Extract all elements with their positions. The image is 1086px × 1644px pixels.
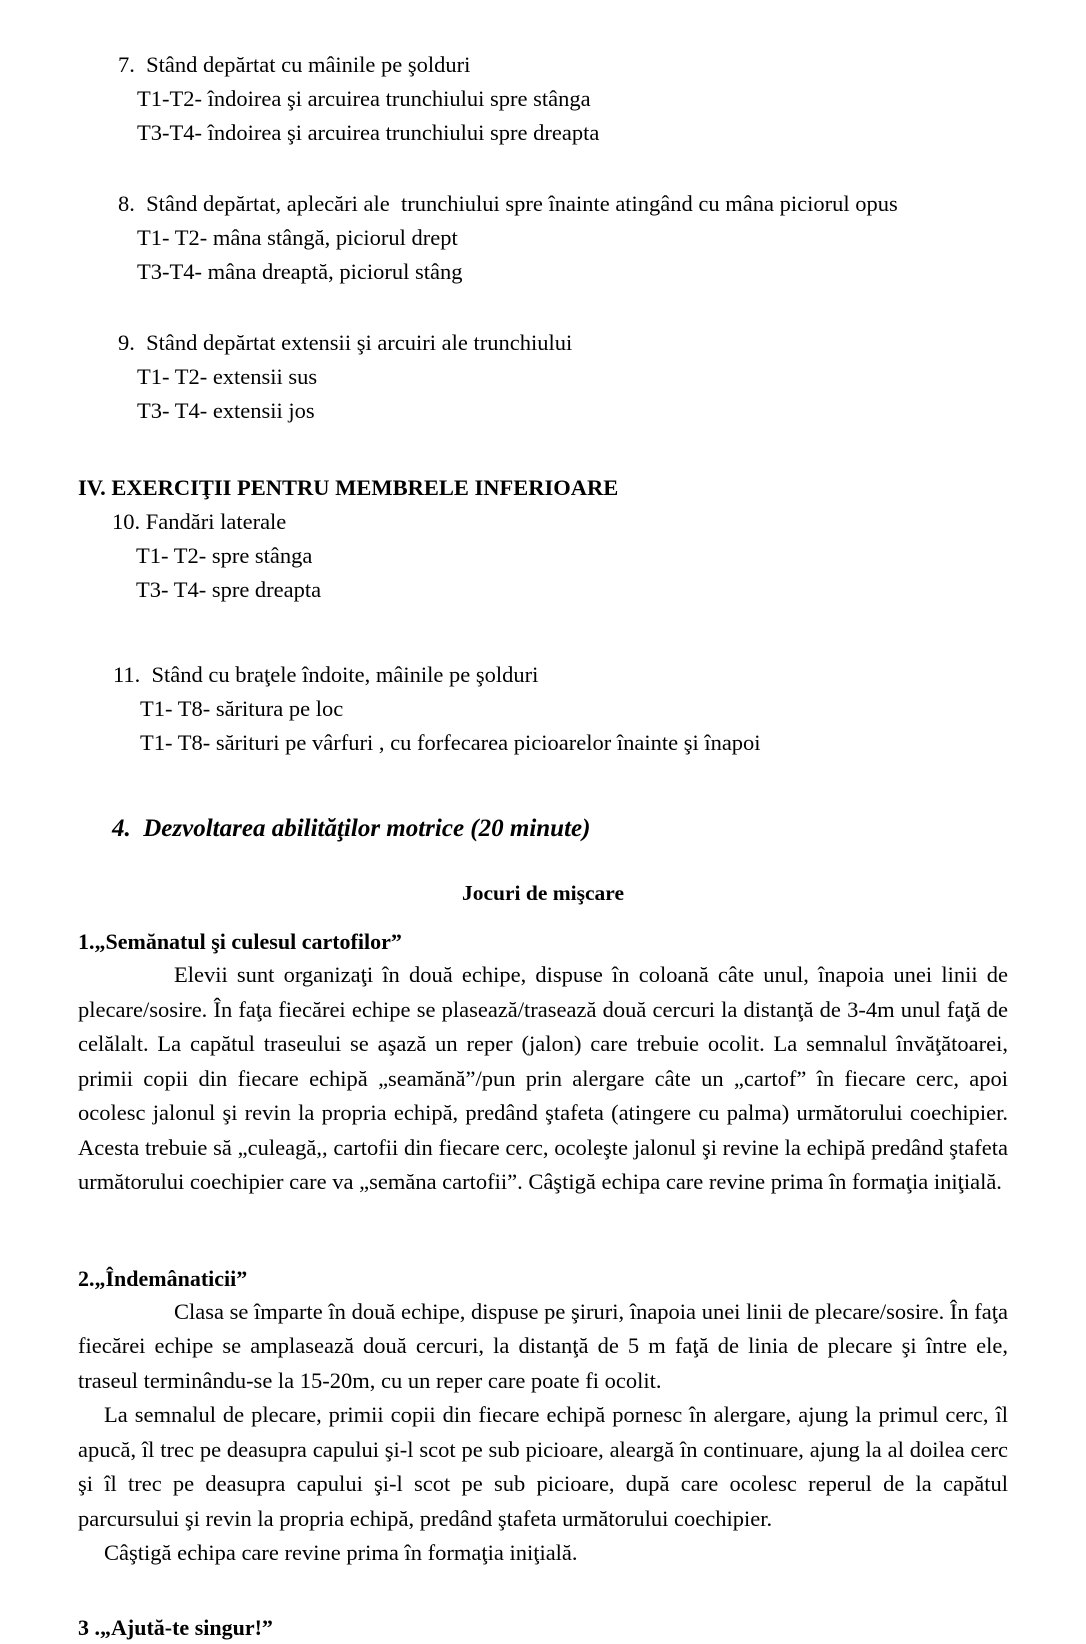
games-subtitle: Jocuri de mişcare: [461, 881, 624, 905]
exercise-10-title: 10. Fandări laterale: [112, 509, 287, 534]
exercise-10-sub-1: T1- T2- spre stânga: [136, 543, 313, 568]
game-2-paragraph-1: Clasa se împarte în două echipe, dispuse pe şiruri, înapoia unei linii de plecare/sosire. În faţa fiecărei echipe se amplasează două cercuri, la distanţă de 5 m faţă de linia de plecare şi între ele, traseul terminându-se la 15-20m, cu un reper care poate fi ocolit.: [78, 1298, 1008, 1393]
exercise-11-title: 11. Stând cu braţele îndoite, mâinile pe şolduri: [113, 662, 539, 687]
top-spacer: [0, 0, 1086, 48]
exercise-7-sub-1: T1-T2- îndoirea şi arcuirea trunchiului spre stânga: [137, 86, 591, 111]
exercise-9-sub-2: T3- T4- extensii jos: [137, 398, 315, 423]
game-1-title: 1.„Semănatul şi culesul cartofilor”: [78, 929, 402, 954]
exercise-11-sub-1: T1- T8- săritura pe loc: [140, 696, 344, 721]
exercise-7-sub-2: T3-T4- îndoirea şi arcuirea trunchiului spre dreapta: [137, 120, 600, 145]
exercise-item-11: [0, 658, 1086, 760]
spacer: [0, 449, 1086, 471]
exercise-8-title: 8. Stând depărtat, aplecări ale trunchiului spre înainte atingând cu mâna piciorul opus: [118, 191, 898, 216]
exercise-11-sub-2: T1- T8- sărituri pe vârfuri , cu forfecarea picioarelor înainte şi înapoi: [140, 730, 761, 755]
spacer: [0, 909, 1086, 925]
spacer: [0, 171, 1086, 187]
game-2-paragraph-2: La semnalul de plecare, primii copii din fiecare echipă pornesc în alergare, ajung la primul cerc, îl apucă, îl trec pe deasupra capului şi-l scot pe sub picioare, aleargă în continuare, ajung la al doilea cerc şi îl trec pe deasupra capului şi-l scot pe sub picioare, după care ocolesc reperul de la capătul parcursului şi revin la propria echipă, predând ştafeta următorului coechipier.: [78, 1402, 1008, 1531]
exercise-item-7: [0, 48, 1086, 150]
game-3-title: 3 .„Ajută-te singur!”: [78, 1614, 273, 1640]
exercise-10-sub-2: T3- T4- spre dreapta: [136, 577, 322, 602]
game-2-title: 2.„Îndemânaticii”: [78, 1265, 248, 1291]
exercise-7-title: 7. Stând depărtat cu mâinile pe şolduri: [118, 52, 471, 77]
exercise-item-9: [0, 326, 1086, 428]
game-2-paragraph-3: Câştigă echipa care revine prima în formaţia iniţială.: [104, 1540, 578, 1565]
spacer: [0, 1200, 1086, 1240]
exercise-item-10: [0, 505, 1086, 607]
spacer: [0, 310, 1086, 326]
spacer: [0, 781, 1086, 811]
section-heading-iv: IV. EXERCIŢII PENTRU MEMBRELE INFERIOARE: [78, 475, 619, 500]
game-1-paragraph-1: Elevii sunt organizaţi în două echipe, dispuse în coloană câte unul, înapoia unei linii de plecare/sosire. În faţa fiecărei echipe se plasează/trasează două cercuri la distanţă de 3-4m unul faţă de celălalt. La capătul traseului se aşază un reper (jalon) care trebuie ocolit. La semnalul învăţătoarei, primii copii din fiecare echipă „seamănă”/pun prin alergare câte un „cartof” în fiecare cerc, apoi ocolesc jalonul şi revin la propria echipă, predând ştafeta (atingere cu palma) următorului coechipier. Acesta trebuie să „culeagă,, cartofii din fiecare cerc, ocoleşte jalonul şi revine la echipă predând ştafeta următorului coechipier care va „semăna cartofii”. Câştigă echipa care revine prima în formaţia iniţială.: [78, 962, 1008, 1194]
exercise-9-sub-1: T1- T2- extensii sus: [137, 364, 318, 389]
exercise-item-8: [0, 187, 1086, 289]
exercise-9-title: 9. Stând depărtat extensii şi arcuiri ale trunchiului: [118, 330, 573, 355]
spacer: [0, 847, 1086, 877]
exercise-8-sub-1: T1- T2- mâna stângă, piciorul drept: [137, 225, 458, 250]
exercise-8-sub-2: T3-T4- mâna dreaptă, piciorul stâng: [137, 259, 463, 284]
spacer: [0, 1571, 1086, 1611]
section-heading-4: 4. Dezvoltarea abilităţilor motrice (20 minute): [112, 815, 591, 842]
spacer: [0, 1240, 1086, 1262]
spacer: [0, 628, 1086, 658]
